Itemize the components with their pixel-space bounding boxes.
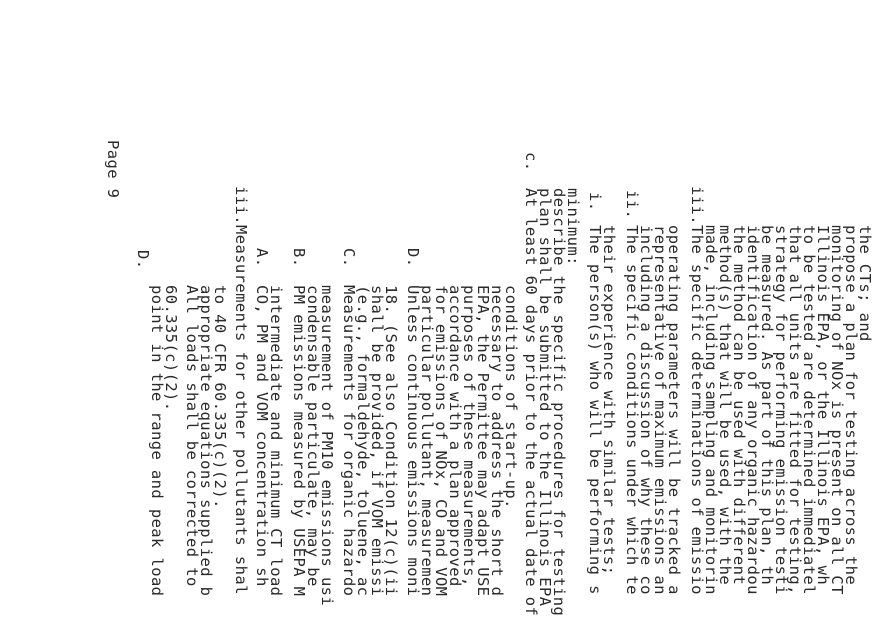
item-d2-line-7: necessary to address the short d (488, 285, 506, 597)
item-c-upper-line-2: (e.g., formaldehyde, toluene, ac (354, 285, 372, 597)
item-c-upper-line-4: 18. (See also Condition 12(c)(ii (382, 285, 400, 597)
item-iii2-line-13: the CTs; and (856, 225, 874, 342)
item-b-line-2: condensable particulate, may be (304, 285, 322, 587)
item-ii-line-2: including a discussion of why these co (637, 225, 655, 595)
item-d-line-3: All loads shall be corrected to (183, 285, 201, 587)
item-d-label: D. (134, 250, 152, 270)
item-iii2-line-12: propose a plan for testing across the (842, 225, 860, 586)
item-d2-line-6: EPA, the Permittee may adapt USE (474, 285, 492, 597)
item-d-line-4: appropriate equations supplied b (197, 285, 215, 597)
item-a-label: A. (253, 248, 271, 268)
item-c-lower-line-2: plan shall be submitted to the Illinois EPA (536, 188, 554, 607)
item-c-lower-line-1: At least 60 days prior to the actual date of (522, 188, 540, 617)
item-iii2-line-8: that all units are fitted for testing, (786, 225, 804, 595)
item-d2-line-8: conditions of start-up. (502, 285, 520, 509)
item-iii2-line-10: Illinois EPA, or the Illinois EPA, wh (814, 225, 832, 586)
item-ii-line-1: The specific conditions under which te (623, 225, 641, 595)
item-iii2-line-9: to be tested are determined immediatel (800, 225, 818, 595)
item-i-label: i. (586, 192, 604, 212)
item-c-upper-line-3: shall be provided, if VOM emissi (368, 285, 386, 597)
item-ii-label: ii. (623, 190, 641, 220)
item-iii2-line-6: be measured. As part of this plan, th (758, 225, 776, 586)
item-iii-label: iii. (232, 186, 250, 225)
item-d2-line-5: purposes of these measurements, (460, 285, 478, 587)
item-d-line-2: 60.335(c)(2). (162, 285, 180, 412)
item-d2-label: D. (404, 248, 422, 268)
item-c-lower-line-3: describe the specific procedures for testing (550, 188, 568, 617)
item-c-upper-line-1: Measurements for organic hazardo (340, 285, 358, 597)
item-b-label: B. (290, 248, 308, 268)
item-iii2-line-5: identification of any organic hazardou (744, 225, 762, 595)
item-d2-line-4: accordance with a plan approved (446, 285, 464, 587)
item-ii-line-3: representative of maximum emissions an (651, 225, 669, 595)
item-a-line-2: intermediate and minimum CT load (267, 285, 285, 597)
item-d2-line-3: for emissions of NOx, CO and VOM (432, 285, 450, 597)
item-b-line-1: PM emissions measured by USEPA M (290, 285, 308, 597)
item-i-line-2: their experience with similar tests; (600, 225, 618, 576)
item-d-line-5: to 40 CFR 60.335(c)(2). (211, 285, 229, 509)
item-d2-line-2: particular pollutant, measuremen (418, 285, 436, 597)
item-ii-line-4: operating parameters will be tracked a (665, 225, 683, 595)
item-iii2-line-4: the method can be used with different (730, 225, 748, 586)
item-d-line-1: point in the range and peak load (148, 285, 166, 597)
item-iii2-label: iii. (688, 186, 706, 225)
item-a-line-1: CO, PM and VOM concentration sh (253, 285, 271, 587)
item-i-line-1: The person(s) who will be performing s (586, 225, 604, 595)
item-iii-text: Measurements for other pollutants shal (232, 225, 250, 595)
page-header: Page 9 (104, 140, 122, 199)
item-iii2-line-11: monitoring of NOx is present on all CT (828, 225, 846, 595)
item-iii2-line-2: made, including sampling and monitorin (702, 225, 720, 595)
item-c-lower-line-4: minimum: (564, 188, 582, 266)
item-iii2-line-3: method(s) that will be used, with the (716, 225, 734, 586)
item-b-line-3: measurement of PM10 emissions usi (318, 285, 336, 607)
item-d2-line-1: Unless continuous emissions moni (404, 285, 422, 597)
item-c-lower-label: c. (522, 152, 540, 172)
item-c-upper-label: C. (340, 248, 358, 268)
item-iii2-line-1: The specific determinations of emissio (688, 225, 706, 595)
item-iii2-line-7: strategy for performing emission testi (772, 225, 790, 595)
